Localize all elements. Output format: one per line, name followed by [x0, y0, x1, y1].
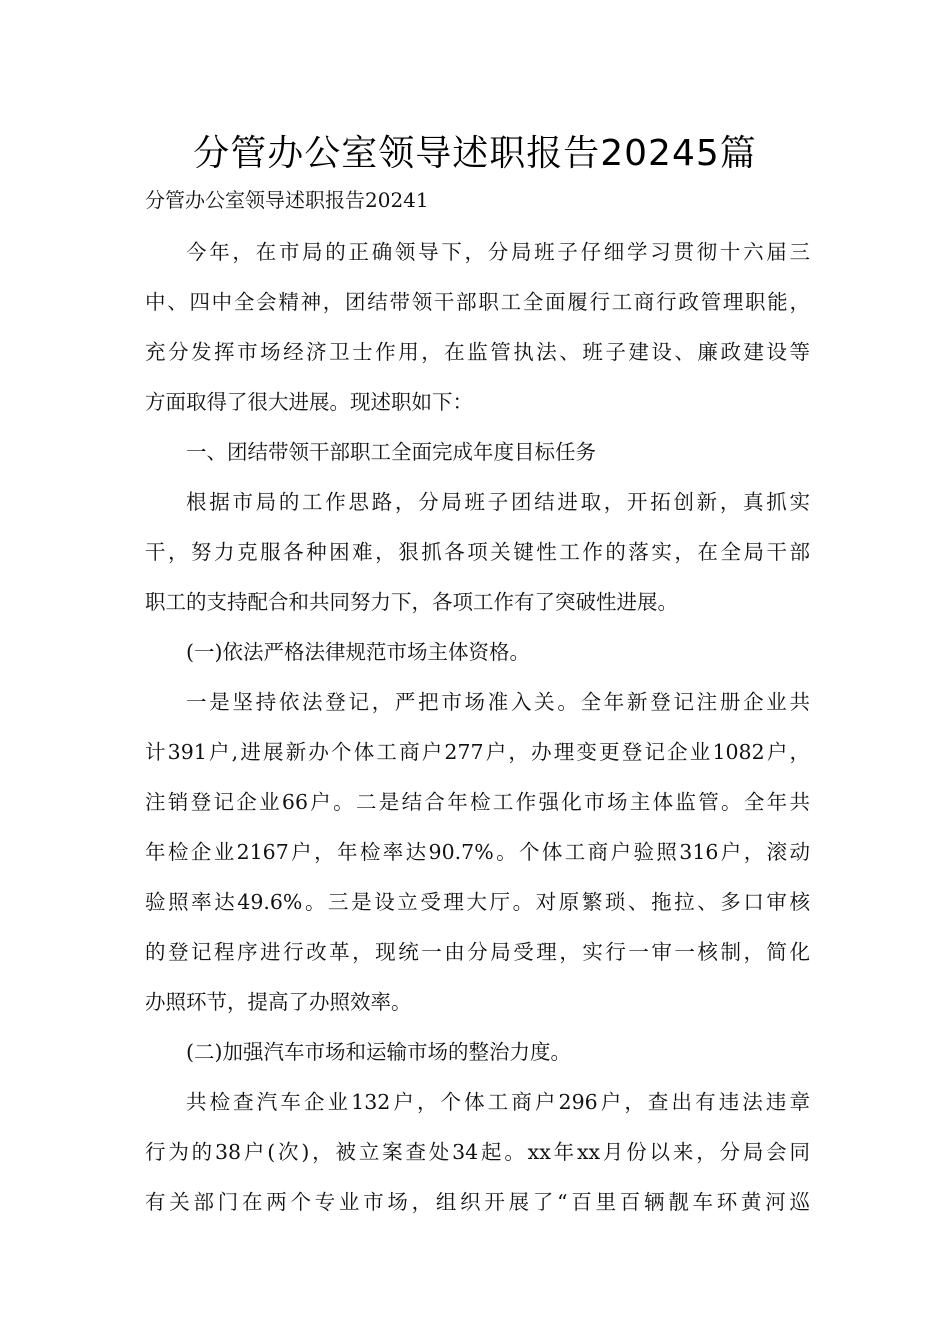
text-line: 办照环节，提高了办照效率。	[145, 990, 412, 1014]
text-line: 有关部门在两个专业市场，组织开展了“百里百辆靓车环黄河巡	[145, 1190, 810, 1214]
text-line: 充分发挥市场经济卫士作用，在监管执法、班子建设、廉政建设等	[145, 340, 810, 364]
text-line: 共检查汽车企业132户，个体工商户296户，查出有违法违章	[186, 1090, 810, 1114]
text-line: 今年，在市局的正确领导下，分局班子仔细学习贯彻十六届三	[186, 240, 810, 264]
text-line: 注销登记企业66户。二是结合年检工作强化市场主体监管。全年共	[145, 790, 810, 814]
text-line: 验照率达49.6%。三是设立受理大厅。对原繁琐、拖拉、多口审核	[145, 890, 810, 914]
text-line: 的登记程序进行改革，现统一由分局受理，实行一审一核制，简化	[145, 940, 810, 964]
text-line: 方面取得了很大进展。现述职如下：	[145, 390, 473, 414]
text-line: 中、四中全会精神，团结带领干部职工全面履行工商行政管理职能，	[145, 290, 810, 314]
document-subtitle: 分管办公室领导述职报告20241	[145, 188, 429, 212]
section-heading: 一、团结带领干部职工全面完成年度目标任务	[186, 440, 596, 464]
text-line: 计391户,进展新办个体工商户277户，办理变更登记企业1082户，	[145, 740, 810, 764]
text-line: 职工的支持配合和共同努力下，各项工作有了突破性进展。	[145, 590, 678, 614]
document-body	[145, 227, 810, 1227]
text-line: 一是坚持依法登记，严把市场准入关。全年新登记注册企业共	[186, 690, 810, 714]
text-line: 年检企业2167户，年检率达90.7%。个体工商户验照316户，滚动	[145, 840, 810, 864]
text-line: 根据市局的工作思路，分局班子团结进取，开拓创新，真抓实	[186, 490, 810, 514]
text-line: 行为的38户(次)，被立案查处34起。xx年xx月份以来，分局会同	[145, 1140, 810, 1164]
text-line: 干，努力克服各种困难，狠抓各项关键性工作的落实，在全局干部	[145, 540, 810, 564]
subsection-heading: (二)加强汽车市场和运输市场的整治力度。	[186, 1040, 571, 1064]
subsection-heading: (一)依法严格法律规范市场主体资格。	[186, 640, 530, 664]
document-title: 分管办公室领导述职报告20245篇	[193, 133, 757, 174]
